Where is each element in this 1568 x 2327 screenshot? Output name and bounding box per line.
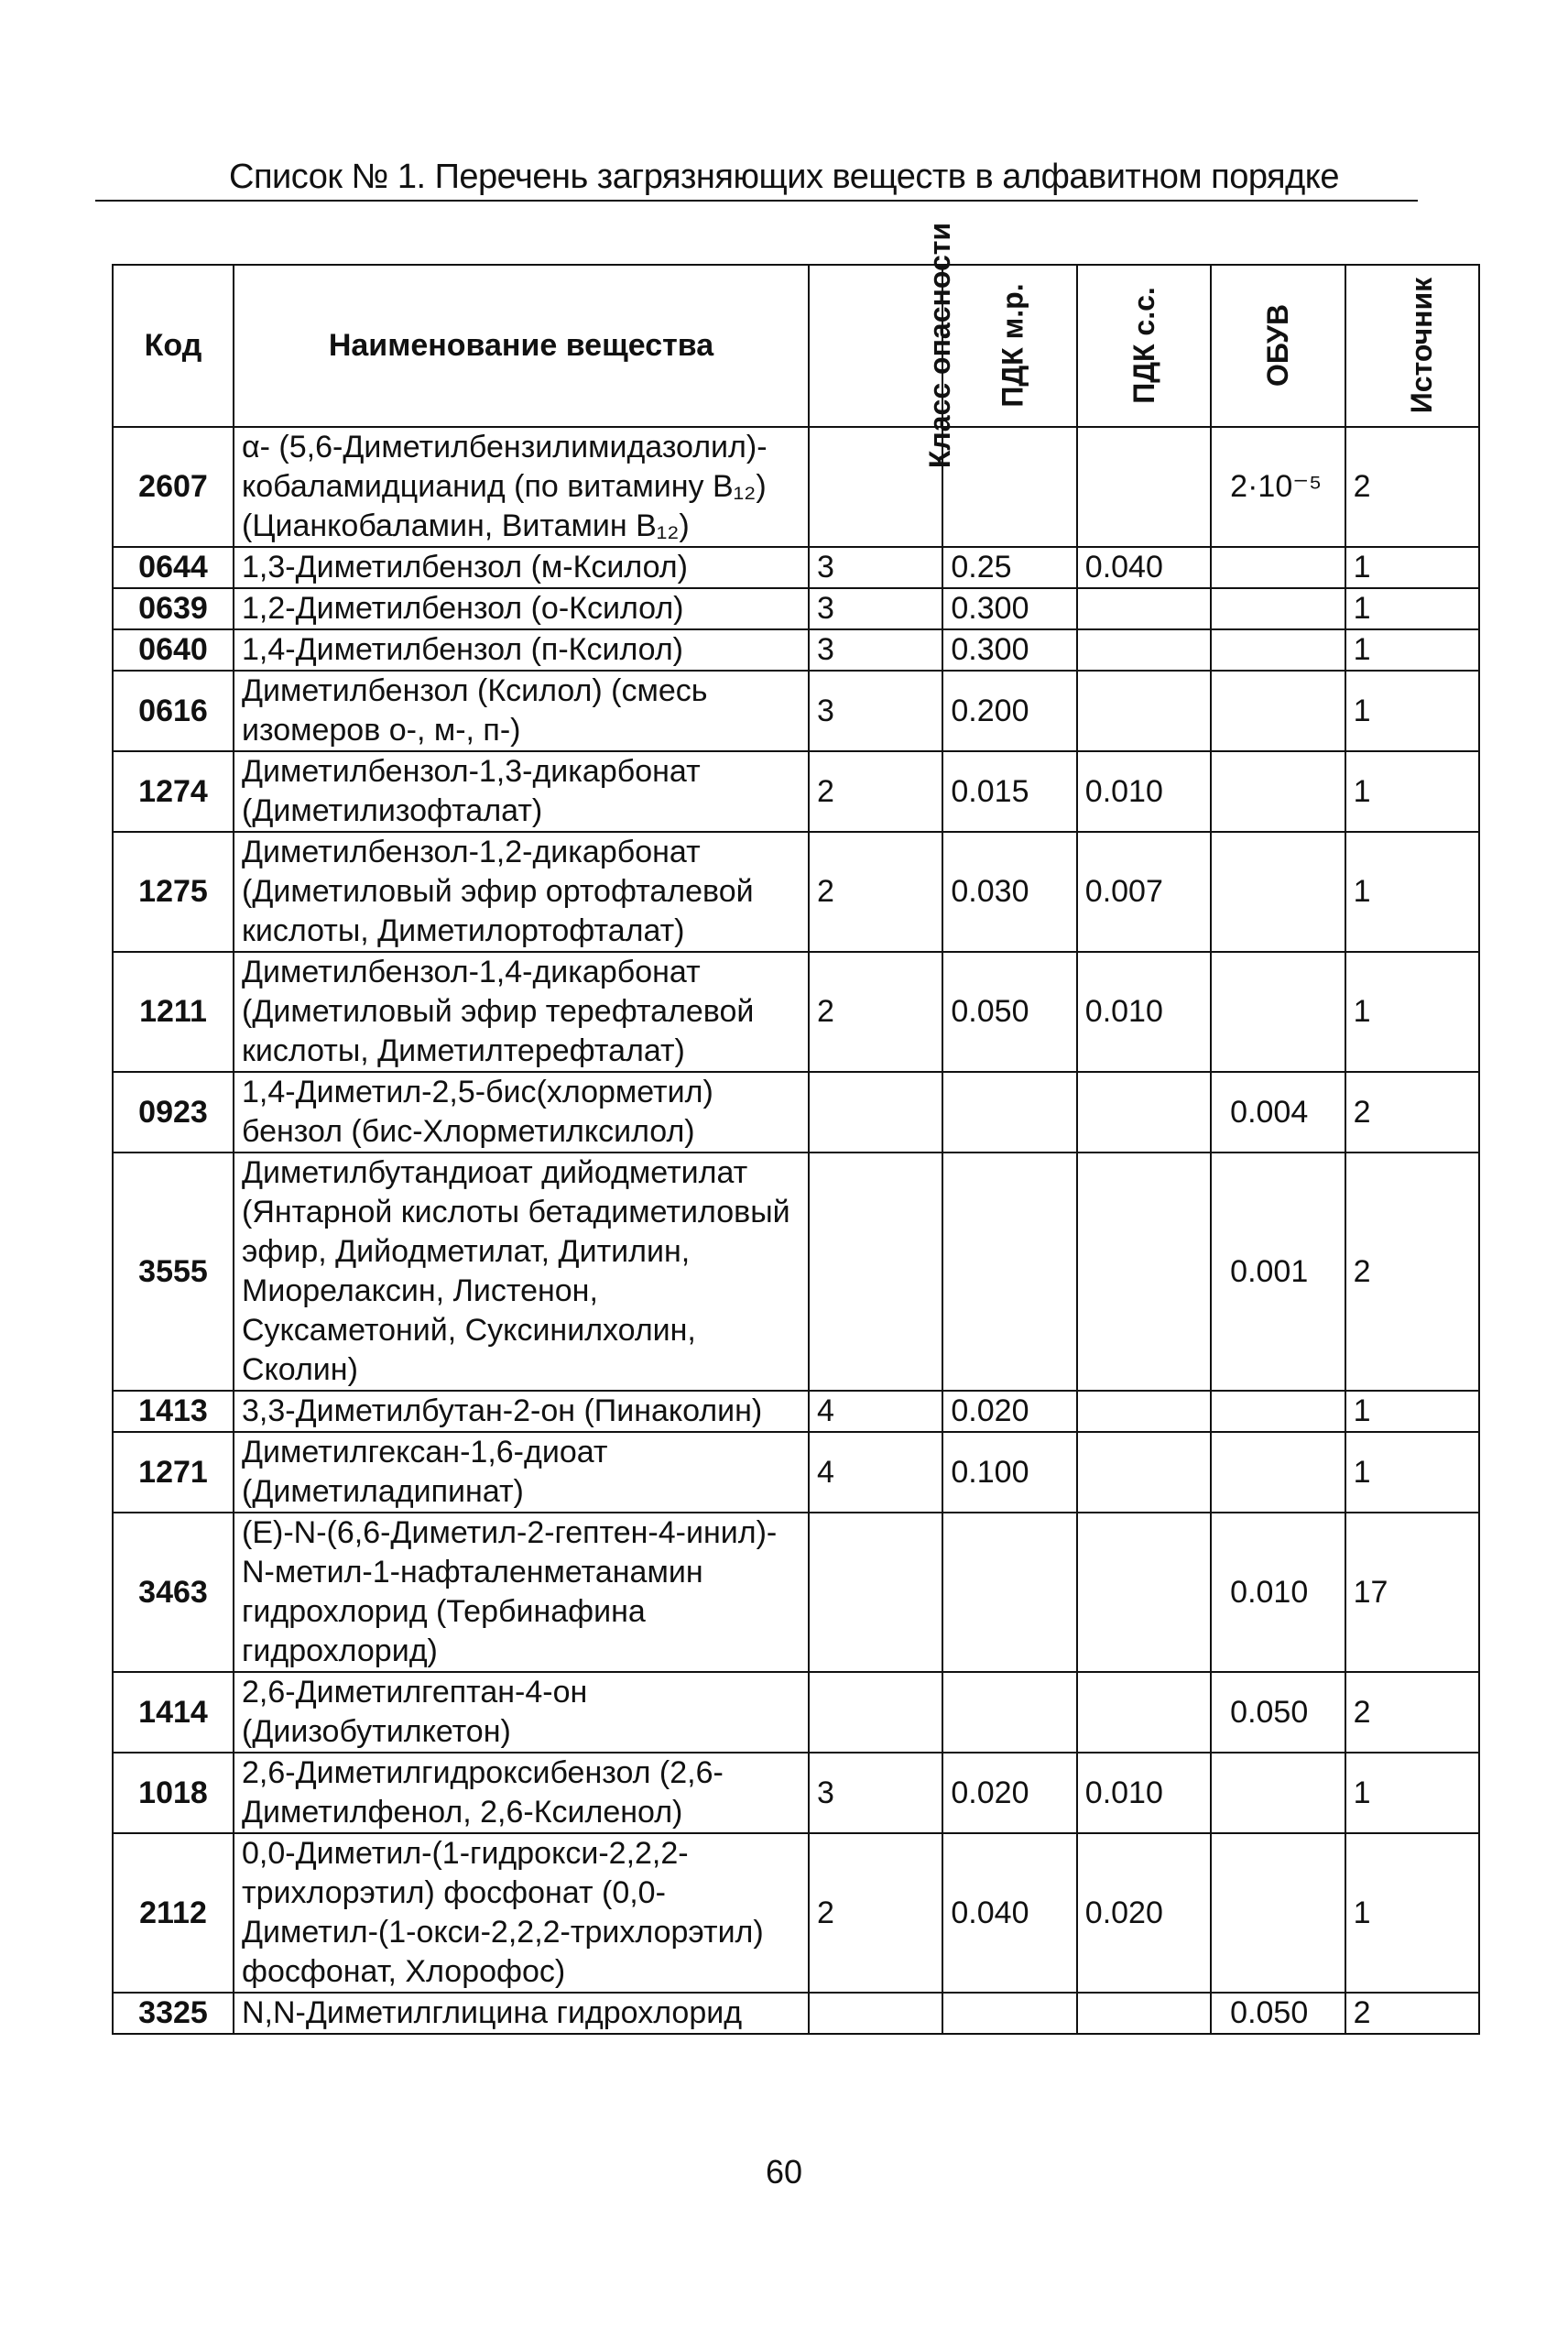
cell-code: 0644 (113, 547, 234, 588)
cell-source: 1 (1345, 629, 1479, 671)
table-row (113, 547, 1479, 588)
cell-code: 1413 (113, 1391, 234, 1432)
cell-source: 1 (1345, 1753, 1479, 1833)
cell-source: 2 (1345, 427, 1479, 547)
cell-pdk-ss: 0.010 (1077, 1753, 1211, 1833)
cell-pdk-mr (942, 427, 1076, 547)
table-header-row (113, 265, 1479, 427)
cell-obuv (1211, 547, 1345, 588)
cell-pdk-ss: 0.007 (1077, 832, 1211, 952)
cell-obuv (1211, 588, 1345, 629)
header-pdk-ss-text: ПДК с.с. (1127, 287, 1160, 404)
cell-name: α- (5,6-Диметилбензилимидазолил)-кобаламидцианид (по витамину B₁₂) (Цианкобаламин, Витамин B₁₂) (234, 427, 809, 547)
table-row (113, 1432, 1479, 1513)
cell-hazard-class (809, 1153, 942, 1391)
table-row (113, 1993, 1479, 2034)
cell-source: 2 (1345, 1072, 1479, 1153)
cell-code: 3325 (113, 1993, 234, 2034)
cell-source: 1 (1345, 832, 1479, 952)
cell-pdk-mr (942, 1672, 1076, 1753)
page-title: Список № 1. Перечень загрязняющих веществ в алфавитном порядке (229, 158, 1339, 196)
cell-pdk-mr (942, 1513, 1076, 1672)
cell-code: 1275 (113, 832, 234, 952)
cell-name: 3,3-Диметилбутан-2-он (Пинаколин) (234, 1391, 809, 1432)
cell-obuv (1211, 1391, 1345, 1432)
cell-pdk-ss: 0.020 (1077, 1833, 1211, 1993)
cell-pdk-ss (1077, 1072, 1211, 1153)
cell-pdk-mr (942, 1072, 1076, 1153)
cell-name: Диметилбензол (Ксилол) (смесь изомеров о-, м-, п-) (234, 671, 809, 751)
cell-name: 1,3-Диметилбензол (м-Ксилол) (234, 547, 809, 588)
cell-name: 2,6-Диметилгептан-4-он (Диизобутилкетон) (234, 1672, 809, 1753)
table-row (113, 1072, 1479, 1153)
cell-code: 1211 (113, 952, 234, 1072)
cell-pdk-mr: 0.040 (942, 1833, 1076, 1993)
cell-pdk-ss (1077, 1391, 1211, 1432)
cell-hazard-class: 3 (809, 629, 942, 671)
header-pdk-mr (942, 265, 1076, 427)
table-row (113, 671, 1479, 751)
header-source-text: Источник (1404, 277, 1438, 414)
cell-pdk-ss (1077, 1672, 1211, 1753)
cell-hazard-class (809, 1072, 942, 1153)
cell-hazard-class: 4 (809, 1391, 942, 1432)
table-row (113, 952, 1479, 1072)
cell-name: 1,2-Диметилбензол (о-Ксилол) (234, 588, 809, 629)
header-pdk-mr-text: ПДК м.р. (996, 283, 1029, 408)
table-row (113, 1153, 1479, 1391)
cell-hazard-class: 2 (809, 832, 942, 952)
cell-code: 2112 (113, 1833, 234, 1993)
cell-pdk-mr: 0.050 (942, 952, 1076, 1072)
cell-obuv (1211, 751, 1345, 832)
cell-hazard-class: 3 (809, 1753, 942, 1833)
cell-pdk-mr: 0.020 (942, 1753, 1076, 1833)
cell-name: (E)-N-(6,6-Диметил-2-гептен-4-инил)-N-метил-1-нафталенметанамин гидрохлорид (Тербинафина гидрохлорид) (234, 1513, 809, 1672)
cell-source: 1 (1345, 1432, 1479, 1513)
cell-hazard-class: 4 (809, 1432, 942, 1513)
header-hazard-class-text: Класс опасности (923, 222, 957, 469)
cell-obuv: 0.004 (1211, 1072, 1345, 1153)
cell-pdk-ss (1077, 629, 1211, 671)
cell-hazard-class: 2 (809, 1833, 942, 1993)
cell-obuv (1211, 629, 1345, 671)
cell-obuv (1211, 1833, 1345, 1993)
cell-source: 1 (1345, 1833, 1479, 1993)
cell-pdk-mr: 0.015 (942, 751, 1076, 832)
cell-name: Диметилгексан-1,6-диоат (Диметиладипинат) (234, 1432, 809, 1513)
cell-pdk-mr: 0.020 (942, 1391, 1076, 1432)
cell-name: Диметилбензол-1,3-дикарбонат (Диметилизофталат) (234, 751, 809, 832)
cell-name: Диметилбензол-1,2-дикарбонат (Диметиловый эфир ортофталевой кислоты, Диметилортофталат) (234, 832, 809, 952)
table-row (113, 1513, 1479, 1672)
cell-source: 1 (1345, 588, 1479, 629)
cell-name: Диметилбензол-1,4-дикарбонат (Диметиловый эфир терефталевой кислоты, Диметилтерефталат) (234, 952, 809, 1072)
cell-source: 17 (1345, 1513, 1479, 1672)
header-code: Код (113, 265, 234, 427)
cell-name: 0,0-Диметил-(1-гидрокси-2,2,2-трихлорэтил) фосфонат (0,0-Диметил-(1-окси-2,2,2-трихлорэтил) фосфонат, Хлорофос) (234, 1833, 809, 1993)
table-row (113, 1833, 1479, 1993)
table-row (113, 832, 1479, 952)
cell-code: 0616 (113, 671, 234, 751)
cell-obuv: 2·10⁻⁵ (1211, 427, 1345, 547)
cell-name: N,N-Диметилглицина гидрохлорид (234, 1993, 809, 2034)
table-row (113, 427, 1479, 547)
header-obuv-text: ОБУВ (1261, 303, 1295, 388)
cell-pdk-ss (1077, 1153, 1211, 1391)
cell-name: 1,4-Диметилбензол (п-Ксилол) (234, 629, 809, 671)
cell-pdk-ss (1077, 1993, 1211, 2034)
table-row (113, 751, 1479, 832)
cell-source: 1 (1345, 952, 1479, 1072)
cell-hazard-class (809, 1993, 942, 2034)
cell-hazard-class: 2 (809, 751, 942, 832)
cell-code: 3555 (113, 1153, 234, 1391)
cell-code: 1274 (113, 751, 234, 832)
page-number: 60 (765, 2153, 803, 2190)
header-source (1345, 265, 1479, 427)
cell-hazard-class: 3 (809, 671, 942, 751)
table-row (113, 1753, 1479, 1833)
table-row (113, 629, 1479, 671)
cell-source: 1 (1345, 1391, 1479, 1432)
cell-code: 1018 (113, 1753, 234, 1833)
cell-obuv: 0.050 (1211, 1672, 1345, 1753)
cell-code: 1271 (113, 1432, 234, 1513)
cell-obuv: 0.050 (1211, 1993, 1345, 2034)
cell-pdk-ss (1077, 427, 1211, 547)
cell-code: 3463 (113, 1513, 234, 1672)
cell-pdk-mr: 0.300 (942, 629, 1076, 671)
cell-hazard-class (809, 1672, 942, 1753)
cell-hazard-class: 2 (809, 952, 942, 1072)
cell-hazard-class: 3 (809, 547, 942, 588)
cell-pdk-mr: 0.100 (942, 1432, 1076, 1513)
substances-table (112, 222, 1480, 2035)
cell-pdk-mr: 0.300 (942, 588, 1076, 629)
header-hazard-class (809, 222, 957, 469)
cell-code: 0640 (113, 629, 234, 671)
cell-pdk-ss (1077, 588, 1211, 629)
cell-pdk-ss: 0.040 (1077, 547, 1211, 588)
cell-pdk-mr (942, 1153, 1076, 1391)
cell-source: 1 (1345, 751, 1479, 832)
cell-source: 2 (1345, 1993, 1479, 2034)
cell-name: Диметилбутандиоат дийодметилат (Янтарной кислоты бетадиметиловый эфир, Дийодметилат, Дитилин, Миорелаксин, Листенон, Суксаметоний, Суксинилхолин, Сколин) (234, 1153, 809, 1391)
cell-pdk-mr: 0.030 (942, 832, 1076, 952)
cell-pdk-ss: 0.010 (1077, 751, 1211, 832)
table-body (113, 427, 1479, 2034)
cell-code: 0923 (113, 1072, 234, 1153)
table-row (113, 588, 1479, 629)
cell-pdk-ss (1077, 671, 1211, 751)
cell-pdk-ss (1077, 1513, 1211, 1672)
header-pdk-ss (1077, 265, 1211, 427)
cell-obuv (1211, 1432, 1345, 1513)
table-row (113, 1672, 1479, 1753)
title-underline (95, 200, 1418, 202)
cell-name: 2,6-Диметилгидроксибензол (2,6-Диметилфенол, 2,6-Ксиленол) (234, 1753, 809, 1833)
header-obuv (1211, 265, 1345, 427)
cell-obuv (1211, 1753, 1345, 1833)
cell-pdk-ss (1077, 1432, 1211, 1513)
cell-code: 2607 (113, 427, 234, 547)
cell-pdk-mr: 0.25 (942, 547, 1076, 588)
cell-hazard-class (809, 1513, 942, 1672)
cell-pdk-ss: 0.010 (1077, 952, 1211, 1072)
cell-source: 1 (1345, 547, 1479, 588)
cell-obuv: 0.001 (1211, 1153, 1345, 1391)
cell-obuv: 0.010 (1211, 1513, 1345, 1672)
cell-obuv (1211, 952, 1345, 1072)
cell-hazard-class: 3 (809, 588, 942, 629)
cell-obuv (1211, 671, 1345, 751)
cell-code: 0639 (113, 588, 234, 629)
cell-source: 1 (1345, 671, 1479, 751)
cell-source: 2 (1345, 1153, 1479, 1391)
cell-name: 1,4-Диметил-2,5-бис(хлорметил) бензол (бис-Хлорметилксилол) (234, 1072, 809, 1153)
cell-pdk-mr: 0.200 (942, 671, 1076, 751)
table-row (113, 1391, 1479, 1432)
header-name: Наименование вещества (234, 265, 809, 427)
cell-source: 2 (1345, 1672, 1479, 1753)
cell-obuv (1211, 832, 1345, 952)
cell-pdk-mr (942, 1993, 1076, 2034)
cell-code: 1414 (113, 1672, 234, 1753)
